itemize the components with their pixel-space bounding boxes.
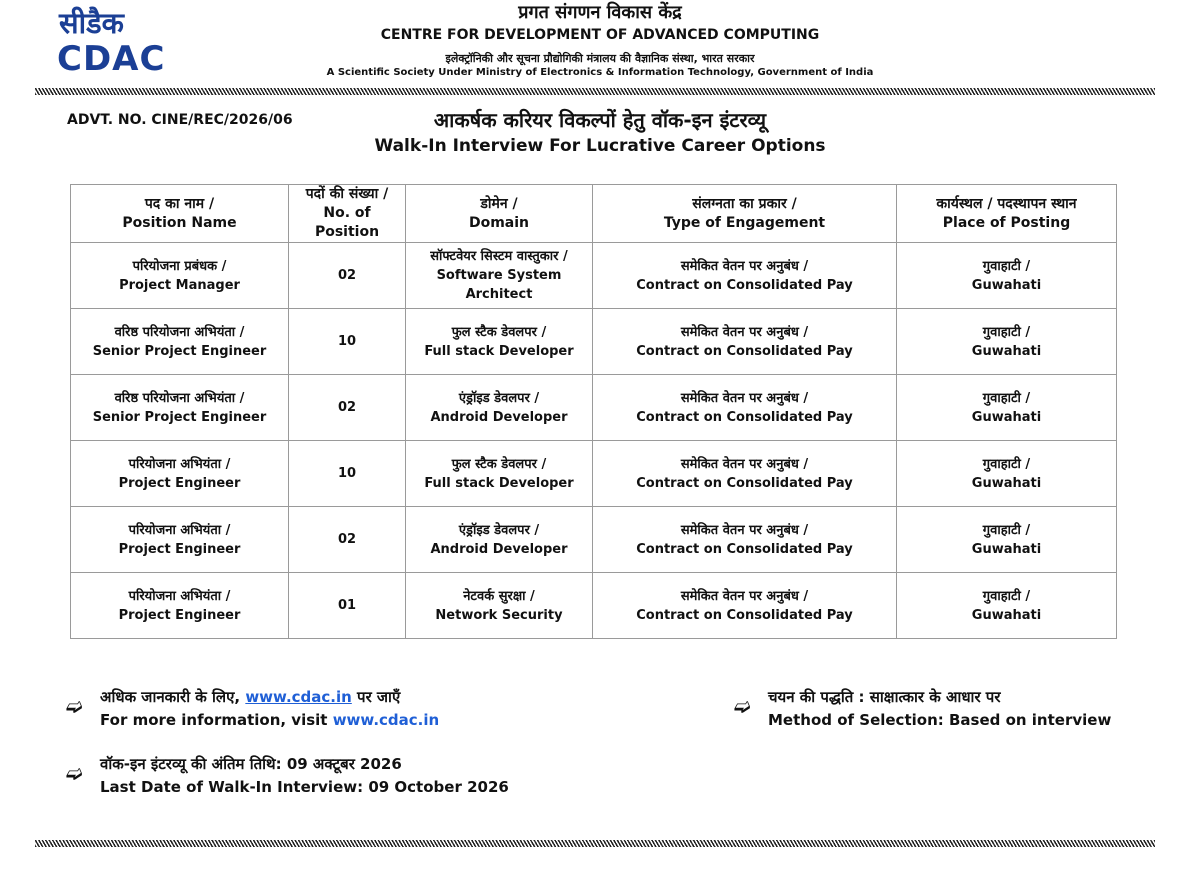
count-cell: 01 [289, 573, 406, 639]
position-cell: वरिष्ठ परियोजना अभियंता / Senior Project Engineer [71, 375, 289, 441]
logo-english-text: CDAC [57, 39, 166, 79]
org-name-hindi: प्रगत संगणन विकास केंद्र [518, 2, 682, 23]
header-domain: डोमेन / Domain [406, 185, 593, 243]
header-position-name: पद का नाम / Position Name [71, 185, 289, 243]
place-cell: गुवाहाटी / Guwahati [897, 441, 1117, 507]
place-cell: गुवाहाटी / Guwahati [897, 573, 1117, 639]
domain-cell: फुल स्टैक डेवलपर / Full stack Developer [406, 441, 593, 507]
cdac-website-link-english[interactable]: www.cdac.in [332, 711, 440, 729]
table-row [71, 441, 1117, 507]
place-cell: गुवाहाटी / Guwahati [897, 309, 1117, 375]
domain-cell: सॉफ्टवेयर सिस्टम वास्तुकार / Software System Architect [406, 243, 593, 309]
position-cell: परियोजना अभियंता / Project Engineer [71, 507, 289, 573]
double-chevron-right-icon: ➫ [66, 761, 83, 785]
logo-hindi-text: सीडैक [59, 6, 124, 40]
domain-cell: फुल स्टैक डेवलपर / Full stack Developer [406, 309, 593, 375]
cdac-website-link[interactable]: www.cdac.in [245, 688, 352, 706]
selection-method-hindi: चयन की पद्धति : साक्षात्कार के आधार पर [768, 688, 1001, 706]
org-society-hindi: इलेक्ट्रॉनिकी और सूचना प्रौद्योगिकी मंत्रालय की वैज्ञानिक संस्था, भारत सरकार [445, 52, 755, 65]
position-cell: परियोजना अभियंता / Project Engineer [71, 441, 289, 507]
domain-cell: एंड्रॉइड डेवलपर / Android Developer [406, 375, 593, 441]
cdac-logo [55, 6, 166, 79]
count-cell: 02 [289, 375, 406, 441]
count-cell: 02 [289, 507, 406, 573]
header-place-of-posting: कार्यस्थल / पदस्थापन स्थान Place of Posting [897, 185, 1117, 243]
count-cell: 10 [289, 309, 406, 375]
table-header-row [71, 185, 1117, 243]
position-cell: परियोजना अभियंता / Project Engineer [71, 573, 289, 639]
double-chevron-right-icon: ➫ [66, 694, 83, 718]
place-cell: गुवाहाटी / Guwahati [897, 375, 1117, 441]
place-cell: गुवाहाटी / Guwahati [897, 507, 1117, 573]
engagement-cell: समेकित वेतन पर अनुबंध / Contract on Consolidated Pay [593, 573, 897, 639]
double-chevron-right-icon: ➫ [734, 694, 751, 718]
top-divider [35, 88, 1155, 95]
table-row [71, 375, 1117, 441]
table-row [71, 309, 1117, 375]
table-row [71, 243, 1117, 309]
last-date-hindi: वॉक-इन इंटरव्यू की अंतिम तिथि: 09 अक्टूबर 2026 [100, 755, 402, 773]
engagement-cell: समेकित वेतन पर अनुबंध / Contract on Consolidated Pay [593, 441, 897, 507]
org-society-english: A Scientific Society Under Ministry of Electronics & Information Technology, Government of India [326, 67, 874, 78]
last-date-english: Last Date of Walk-In Interview: 09 October 2026 [100, 778, 509, 796]
table-row [71, 507, 1117, 573]
position-cell: परियोजना प्रबंधक / Project Manager [71, 243, 289, 309]
table-row [71, 573, 1117, 639]
page-title-hindi: आकर्षक करियर विकल्पों हेतु वॉक-इन इंटरव्यू [433, 108, 767, 132]
position-cell: वरिष्ठ परियोजना अभियंता / Senior Project Engineer [71, 309, 289, 375]
advertisement-number: ADVT. NO. CINE/REC/2026/06 [67, 112, 293, 128]
engagement-cell: समेकित वेतन पर अनुबंध / Contract on Consolidated Pay [593, 507, 897, 573]
count-cell: 10 [289, 441, 406, 507]
org-name-english: CENTRE FOR DEVELOPMENT OF ADVANCED COMPUTING [380, 27, 820, 43]
domain-cell: नेटवर्क सुरक्षा / Network Security [406, 573, 593, 639]
selection-method-english: Method of Selection: Based on interview [768, 711, 1112, 729]
engagement-cell: समेकित वेतन पर अनुबंध / Contract on Consolidated Pay [593, 243, 897, 309]
header-type-of-engagement: संलग्नता का प्रकार / Type of Engagement [593, 185, 897, 243]
page-title-english: Walk-In Interview For Lucrative Career Options [374, 136, 826, 156]
domain-cell: एंड्रॉइड डेवलपर / Android Developer [406, 507, 593, 573]
count-cell: 02 [289, 243, 406, 309]
vacancy-table [70, 184, 1117, 639]
engagement-cell: समेकित वेतन पर अनुबंध / Contract on Consolidated Pay [593, 309, 897, 375]
more-info-english: For more information, visit www.cdac.in [100, 711, 440, 729]
place-cell: गुवाहाटी / Guwahati [897, 243, 1117, 309]
header-no-of-position: पदों की संख्या / No. of Position [289, 185, 406, 243]
more-info-hindi: अधिक जानकारी के लिए, www.cdac.in पर जाएँ [100, 688, 401, 706]
bottom-divider [35, 840, 1155, 847]
engagement-cell: समेकित वेतन पर अनुबंध / Contract on Consolidated Pay [593, 375, 897, 441]
